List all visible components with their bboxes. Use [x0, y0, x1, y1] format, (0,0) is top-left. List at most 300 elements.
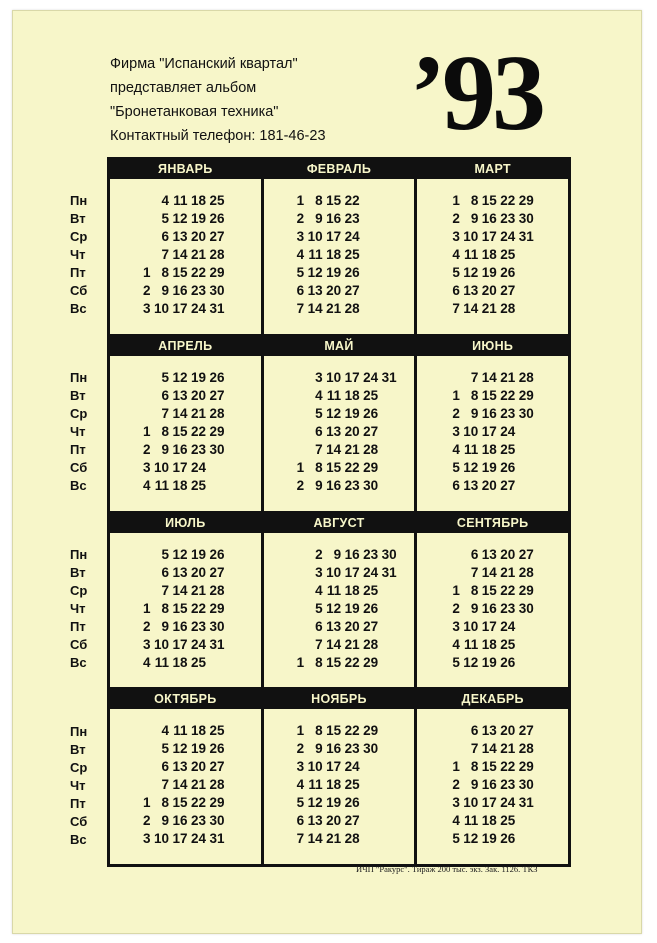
year-label: ’93 — [410, 34, 542, 153]
empty-day — [286, 387, 305, 405]
day-number: 17 — [326, 759, 342, 775]
weekday-labels — [70, 369, 100, 495]
week-row — [286, 582, 415, 600]
day-number: 17 — [172, 301, 188, 316]
day-number: 13 — [326, 618, 342, 634]
contact-phone: Контактный телефон: 181-46-23 — [110, 128, 326, 144]
day-number: 22 — [344, 723, 360, 739]
day-number: 10 — [463, 423, 479, 439]
day-number: 15 — [172, 795, 188, 811]
week-row — [441, 758, 568, 776]
week-row — [441, 459, 568, 477]
day-number: 22 — [190, 795, 206, 811]
print-info-footer: ИЧП "Ракурс". Тираж 200 тыс. экз. Зак. 1126. ТКЗ — [356, 864, 538, 874]
day-number: 23 — [500, 405, 516, 421]
day-number: 13 — [463, 283, 479, 298]
day-number: 1 — [452, 387, 460, 403]
day-number: 30 — [363, 741, 379, 757]
month-name: ЯНВАРЬ — [110, 160, 261, 179]
weekday-label: Пт — [70, 442, 86, 457]
day-number: 14 — [481, 369, 497, 385]
weekday-label: Чт — [70, 778, 86, 793]
week-row — [286, 387, 415, 405]
day-number: 23 — [190, 618, 206, 634]
day-number: 15 — [326, 723, 342, 739]
week-row — [132, 282, 261, 300]
day-number: 7 — [296, 301, 305, 316]
day-number: 17 — [344, 369, 360, 385]
day-number: 29 — [518, 759, 534, 775]
empty-day — [132, 192, 151, 210]
weekday-label: Пт — [70, 265, 86, 280]
week-row — [132, 546, 261, 564]
day-number: 30 — [209, 283, 225, 298]
month-8 — [264, 514, 415, 688]
day-number: 28 — [209, 582, 225, 598]
day-number: 31 — [209, 831, 225, 847]
week-row — [286, 758, 415, 776]
week-row — [441, 830, 568, 848]
day-number: 2 — [452, 211, 460, 226]
day-number: 27 — [363, 423, 379, 439]
day-number: 24 — [500, 423, 516, 439]
day-number: 23 — [190, 813, 206, 829]
empty-day — [286, 636, 305, 654]
day-number: 29 — [209, 795, 225, 811]
day-number: 22 — [500, 759, 516, 775]
day-number: 3 — [296, 759, 305, 775]
week-row — [132, 477, 261, 495]
weekday-label: Пн — [70, 724, 88, 739]
day-number: 8 — [161, 423, 169, 439]
day-number: 6 — [161, 564, 169, 580]
day-number: 5 — [161, 741, 169, 757]
empty-day — [286, 600, 305, 618]
day-number: 11 — [326, 387, 342, 403]
day-number: 7 — [470, 369, 479, 385]
day-number: 26 — [209, 369, 225, 385]
empty-day — [132, 246, 151, 264]
week-row — [441, 441, 568, 459]
day-number: 26 — [500, 831, 516, 847]
day-number: 24 — [190, 831, 206, 847]
day-number: 4 — [452, 247, 460, 262]
day-number: 31 — [518, 795, 534, 811]
weekday-label: Чт — [70, 601, 86, 616]
empty-day — [132, 546, 151, 564]
day-number: 21 — [190, 247, 206, 262]
day-number: 18 — [481, 813, 497, 829]
empty-day — [286, 441, 305, 459]
month-10 — [110, 690, 261, 864]
day-number: 26 — [500, 459, 516, 475]
month-name: СЕНТЯБРЬ — [417, 514, 568, 533]
day-number: 5 — [161, 369, 169, 385]
day-number: 3 — [452, 229, 460, 244]
week-row — [286, 546, 415, 564]
day-number: 22 — [190, 600, 206, 616]
day-number: 27 — [518, 723, 534, 739]
day-number: 11 — [154, 477, 169, 493]
presents-line: представляет альбом — [110, 80, 257, 96]
day-number: 5 — [315, 600, 323, 616]
day-number: 20 — [190, 387, 206, 403]
week-row — [132, 459, 261, 477]
day-number: 14 — [481, 741, 497, 757]
day-number: 15 — [481, 759, 497, 775]
month-7 — [110, 514, 261, 688]
day-number: 16 — [344, 546, 360, 562]
week-row — [286, 423, 415, 441]
day-number: 16 — [326, 211, 342, 226]
day-number: 6 — [470, 546, 479, 562]
day-number: 6 — [452, 477, 460, 493]
week-row — [132, 564, 261, 582]
day-number: 21 — [190, 582, 206, 598]
week-row — [132, 582, 261, 600]
week-row — [286, 282, 415, 300]
day-number: 17 — [481, 423, 497, 439]
month-name: ФЕВРАЛЬ — [264, 160, 415, 179]
day-number: 2 — [452, 777, 460, 793]
day-number: 23 — [190, 441, 206, 457]
day-number: 10 — [153, 831, 169, 847]
week-row — [441, 282, 568, 300]
day-number: 4 — [296, 777, 305, 793]
day-number: 12 — [172, 211, 188, 226]
day-number: 2 — [142, 813, 151, 829]
day-number: 18 — [326, 247, 342, 262]
day-number: 18 — [344, 582, 360, 598]
week-row — [286, 405, 415, 423]
week-row — [441, 636, 568, 654]
day-number: 10 — [463, 229, 479, 244]
week-row — [286, 228, 415, 246]
day-number: 12 — [326, 600, 342, 616]
month-6 — [417, 337, 568, 511]
day-number: 17 — [481, 229, 497, 244]
day-number: 19 — [481, 265, 497, 280]
day-number: 18 — [172, 477, 188, 493]
empty-day — [286, 405, 305, 423]
empty-day — [441, 564, 460, 582]
weekday-label: Сб — [70, 814, 88, 829]
day-number: 13 — [463, 477, 479, 493]
day-number: 26 — [209, 741, 225, 757]
day-number: 9 — [470, 211, 479, 226]
month-12 — [417, 690, 568, 864]
day-number: 7 — [470, 741, 479, 757]
weekday-label: Вс — [70, 478, 87, 493]
day-number: 20 — [500, 723, 516, 739]
day-number: 15 — [172, 423, 188, 439]
day-number: 11 — [173, 723, 188, 739]
day-number: 30 — [381, 546, 397, 562]
week-row — [286, 369, 415, 387]
day-number: 1 — [296, 459, 305, 475]
week-row — [286, 246, 415, 264]
month-name: МАРТ — [417, 160, 568, 179]
empty-day — [132, 722, 151, 740]
day-number: 9 — [315, 741, 323, 757]
day-number: 20 — [500, 546, 516, 562]
day-number: 25 — [363, 582, 379, 598]
day-number: 12 — [463, 265, 479, 280]
week-row — [132, 369, 261, 387]
day-number: 29 — [518, 387, 534, 403]
day-number: 11 — [326, 582, 342, 598]
week-row — [441, 794, 568, 812]
day-number: 9 — [470, 777, 479, 793]
day-number: 7 — [161, 247, 169, 262]
week-row — [132, 794, 261, 812]
day-number: 5 — [161, 546, 169, 562]
album-title: "Бронетанковая техника" — [110, 104, 279, 120]
empty-day — [132, 228, 151, 246]
day-number: 9 — [333, 546, 342, 562]
day-number: 17 — [344, 564, 360, 580]
day-number: 29 — [363, 459, 379, 475]
day-number: 16 — [172, 813, 188, 829]
weekday-label: Пн — [70, 193, 88, 208]
week-row — [441, 192, 568, 210]
weekday-label: Пт — [70, 796, 86, 811]
day-number: 30 — [209, 618, 225, 634]
week-row — [286, 441, 415, 459]
day-number: 6 — [161, 387, 169, 403]
day-number: 31 — [209, 636, 225, 652]
day-number: 17 — [481, 618, 497, 634]
day-number: 28 — [209, 405, 225, 421]
day-number: 8 — [161, 795, 169, 811]
day-number: 29 — [518, 193, 534, 208]
day-number: 14 — [463, 301, 479, 316]
week-row — [132, 387, 261, 405]
week-row — [441, 264, 568, 282]
week-row — [441, 582, 568, 600]
day-number: 20 — [344, 618, 360, 634]
day-number: 17 — [172, 831, 188, 847]
day-number: 13 — [172, 759, 188, 775]
day-number: 30 — [518, 777, 534, 793]
day-number: 9 — [470, 600, 479, 616]
day-number: 5 — [452, 831, 460, 847]
day-number: 24 — [363, 369, 379, 385]
day-number: 26 — [209, 546, 225, 562]
day-number: 16 — [172, 441, 188, 457]
week-row — [286, 600, 415, 618]
week-row — [441, 618, 568, 636]
day-number: 25 — [500, 636, 516, 652]
day-number: 6 — [161, 759, 169, 775]
day-number: 27 — [500, 477, 516, 493]
empty-day — [132, 210, 151, 228]
month-5 — [264, 337, 415, 511]
day-number: 9 — [161, 813, 169, 829]
day-number: 4 — [452, 813, 460, 829]
weekday-label: Пт — [70, 619, 86, 634]
day-number: 16 — [481, 405, 497, 421]
day-number: 19 — [481, 831, 497, 847]
day-number: 9 — [315, 477, 323, 493]
weekday-label: Пн — [70, 547, 88, 562]
day-number: 10 — [307, 759, 323, 775]
month-name: НОЯБРЬ — [264, 690, 415, 709]
day-number: 6 — [296, 813, 305, 829]
day-number: 29 — [518, 582, 534, 598]
day-number: 9 — [470, 405, 479, 421]
day-number: 7 — [161, 777, 169, 793]
week-row — [132, 300, 261, 318]
day-number: 5 — [452, 265, 460, 280]
weekday-labels — [70, 192, 100, 318]
day-number: 5 — [452, 654, 460, 670]
day-number: 25 — [344, 247, 360, 262]
day-number: 18 — [190, 723, 206, 739]
day-number: 20 — [190, 759, 206, 775]
day-number: 26 — [363, 405, 379, 421]
day-number: 14 — [172, 405, 188, 421]
day-number: 4 — [161, 723, 169, 739]
month-name: ДЕКАБРЬ — [417, 690, 568, 709]
day-number: 15 — [172, 265, 188, 280]
day-number: 6 — [315, 423, 323, 439]
day-number: 7 — [315, 441, 323, 457]
day-number: 30 — [518, 600, 534, 616]
day-number: 21 — [500, 741, 516, 757]
empty-day — [132, 369, 151, 387]
day-number: 4 — [296, 247, 305, 262]
day-number: 12 — [172, 369, 188, 385]
day-number: 24 — [500, 229, 516, 244]
week-row — [132, 228, 261, 246]
week-row — [441, 546, 568, 564]
day-number: 19 — [344, 405, 360, 421]
day-number: 21 — [481, 301, 497, 316]
empty-day — [132, 405, 151, 423]
day-number: 16 — [326, 477, 342, 493]
day-number: 1 — [296, 723, 305, 739]
month-2 — [264, 160, 415, 334]
day-number: 3 — [142, 831, 151, 847]
day-number: 11 — [464, 247, 479, 262]
week-row — [132, 830, 261, 848]
day-number: 3 — [142, 459, 151, 475]
day-number: 3 — [315, 564, 323, 580]
week-row — [441, 722, 568, 740]
week-row — [132, 776, 261, 794]
week-row — [286, 794, 415, 812]
week-row — [132, 405, 261, 423]
day-number: 20 — [190, 229, 206, 244]
day-number: 28 — [344, 301, 360, 316]
empty-day — [132, 387, 151, 405]
empty-day — [286, 369, 305, 387]
day-number: 13 — [307, 813, 323, 829]
day-number: 10 — [153, 301, 169, 316]
day-number: 27 — [209, 229, 225, 244]
day-number: 5 — [296, 265, 305, 280]
day-number: 10 — [463, 795, 479, 811]
day-number: 8 — [315, 654, 323, 670]
day-number: 10 — [153, 459, 169, 475]
day-number: 4 — [161, 193, 169, 208]
week-row — [441, 405, 568, 423]
week-row — [286, 210, 415, 228]
day-number: 31 — [518, 229, 534, 244]
day-number: 12 — [463, 831, 479, 847]
day-number: 4 — [142, 654, 151, 670]
day-number: 7 — [161, 405, 169, 421]
empty-day — [441, 740, 460, 758]
day-number: 13 — [481, 723, 497, 739]
month-name: ИЮНЬ — [417, 337, 568, 356]
day-number: 11 — [173, 193, 188, 208]
day-number: 5 — [315, 405, 323, 421]
day-number: 27 — [209, 564, 225, 580]
day-number: 31 — [381, 369, 397, 385]
day-number: 29 — [209, 423, 225, 439]
day-number: 26 — [344, 795, 360, 811]
day-number: 24 — [500, 618, 516, 634]
day-number: 8 — [470, 759, 479, 775]
day-number: 22 — [190, 265, 206, 280]
empty-day — [441, 546, 460, 564]
day-number: 28 — [518, 741, 534, 757]
week-row — [286, 636, 415, 654]
week-row — [132, 758, 261, 776]
week-row — [286, 740, 415, 758]
day-number: 19 — [190, 546, 206, 562]
day-number: 22 — [500, 387, 516, 403]
day-number: 27 — [500, 283, 516, 298]
day-number: 27 — [518, 546, 534, 562]
week-row — [132, 210, 261, 228]
day-number: 28 — [363, 636, 379, 652]
day-number: 11 — [464, 441, 479, 457]
empty-day — [132, 758, 151, 776]
day-number: 28 — [518, 369, 534, 385]
day-number: 11 — [308, 777, 323, 793]
day-number: 26 — [209, 211, 225, 226]
weekday-label: Вт — [70, 742, 86, 757]
day-number: 4 — [452, 441, 460, 457]
week-row — [132, 600, 261, 618]
week-row — [286, 264, 415, 282]
day-number: 8 — [315, 193, 323, 208]
day-number: 23 — [190, 283, 206, 298]
week-row — [286, 564, 415, 582]
day-number: 21 — [344, 636, 360, 652]
day-number: 19 — [190, 369, 206, 385]
day-number: 23 — [500, 600, 516, 616]
empty-day — [286, 618, 305, 636]
day-number: 23 — [500, 777, 516, 793]
day-number: 14 — [481, 564, 497, 580]
week-row — [132, 740, 261, 758]
day-number: 8 — [470, 193, 479, 208]
week-row — [132, 654, 261, 672]
day-number: 22 — [500, 582, 516, 598]
weekday-label: Сб — [70, 637, 88, 652]
day-number: 2 — [142, 283, 151, 298]
week-row — [286, 192, 415, 210]
day-number: 21 — [500, 369, 516, 385]
day-number: 1 — [452, 759, 460, 775]
day-number: 14 — [172, 582, 188, 598]
week-row — [441, 740, 568, 758]
day-number: 12 — [326, 405, 342, 421]
